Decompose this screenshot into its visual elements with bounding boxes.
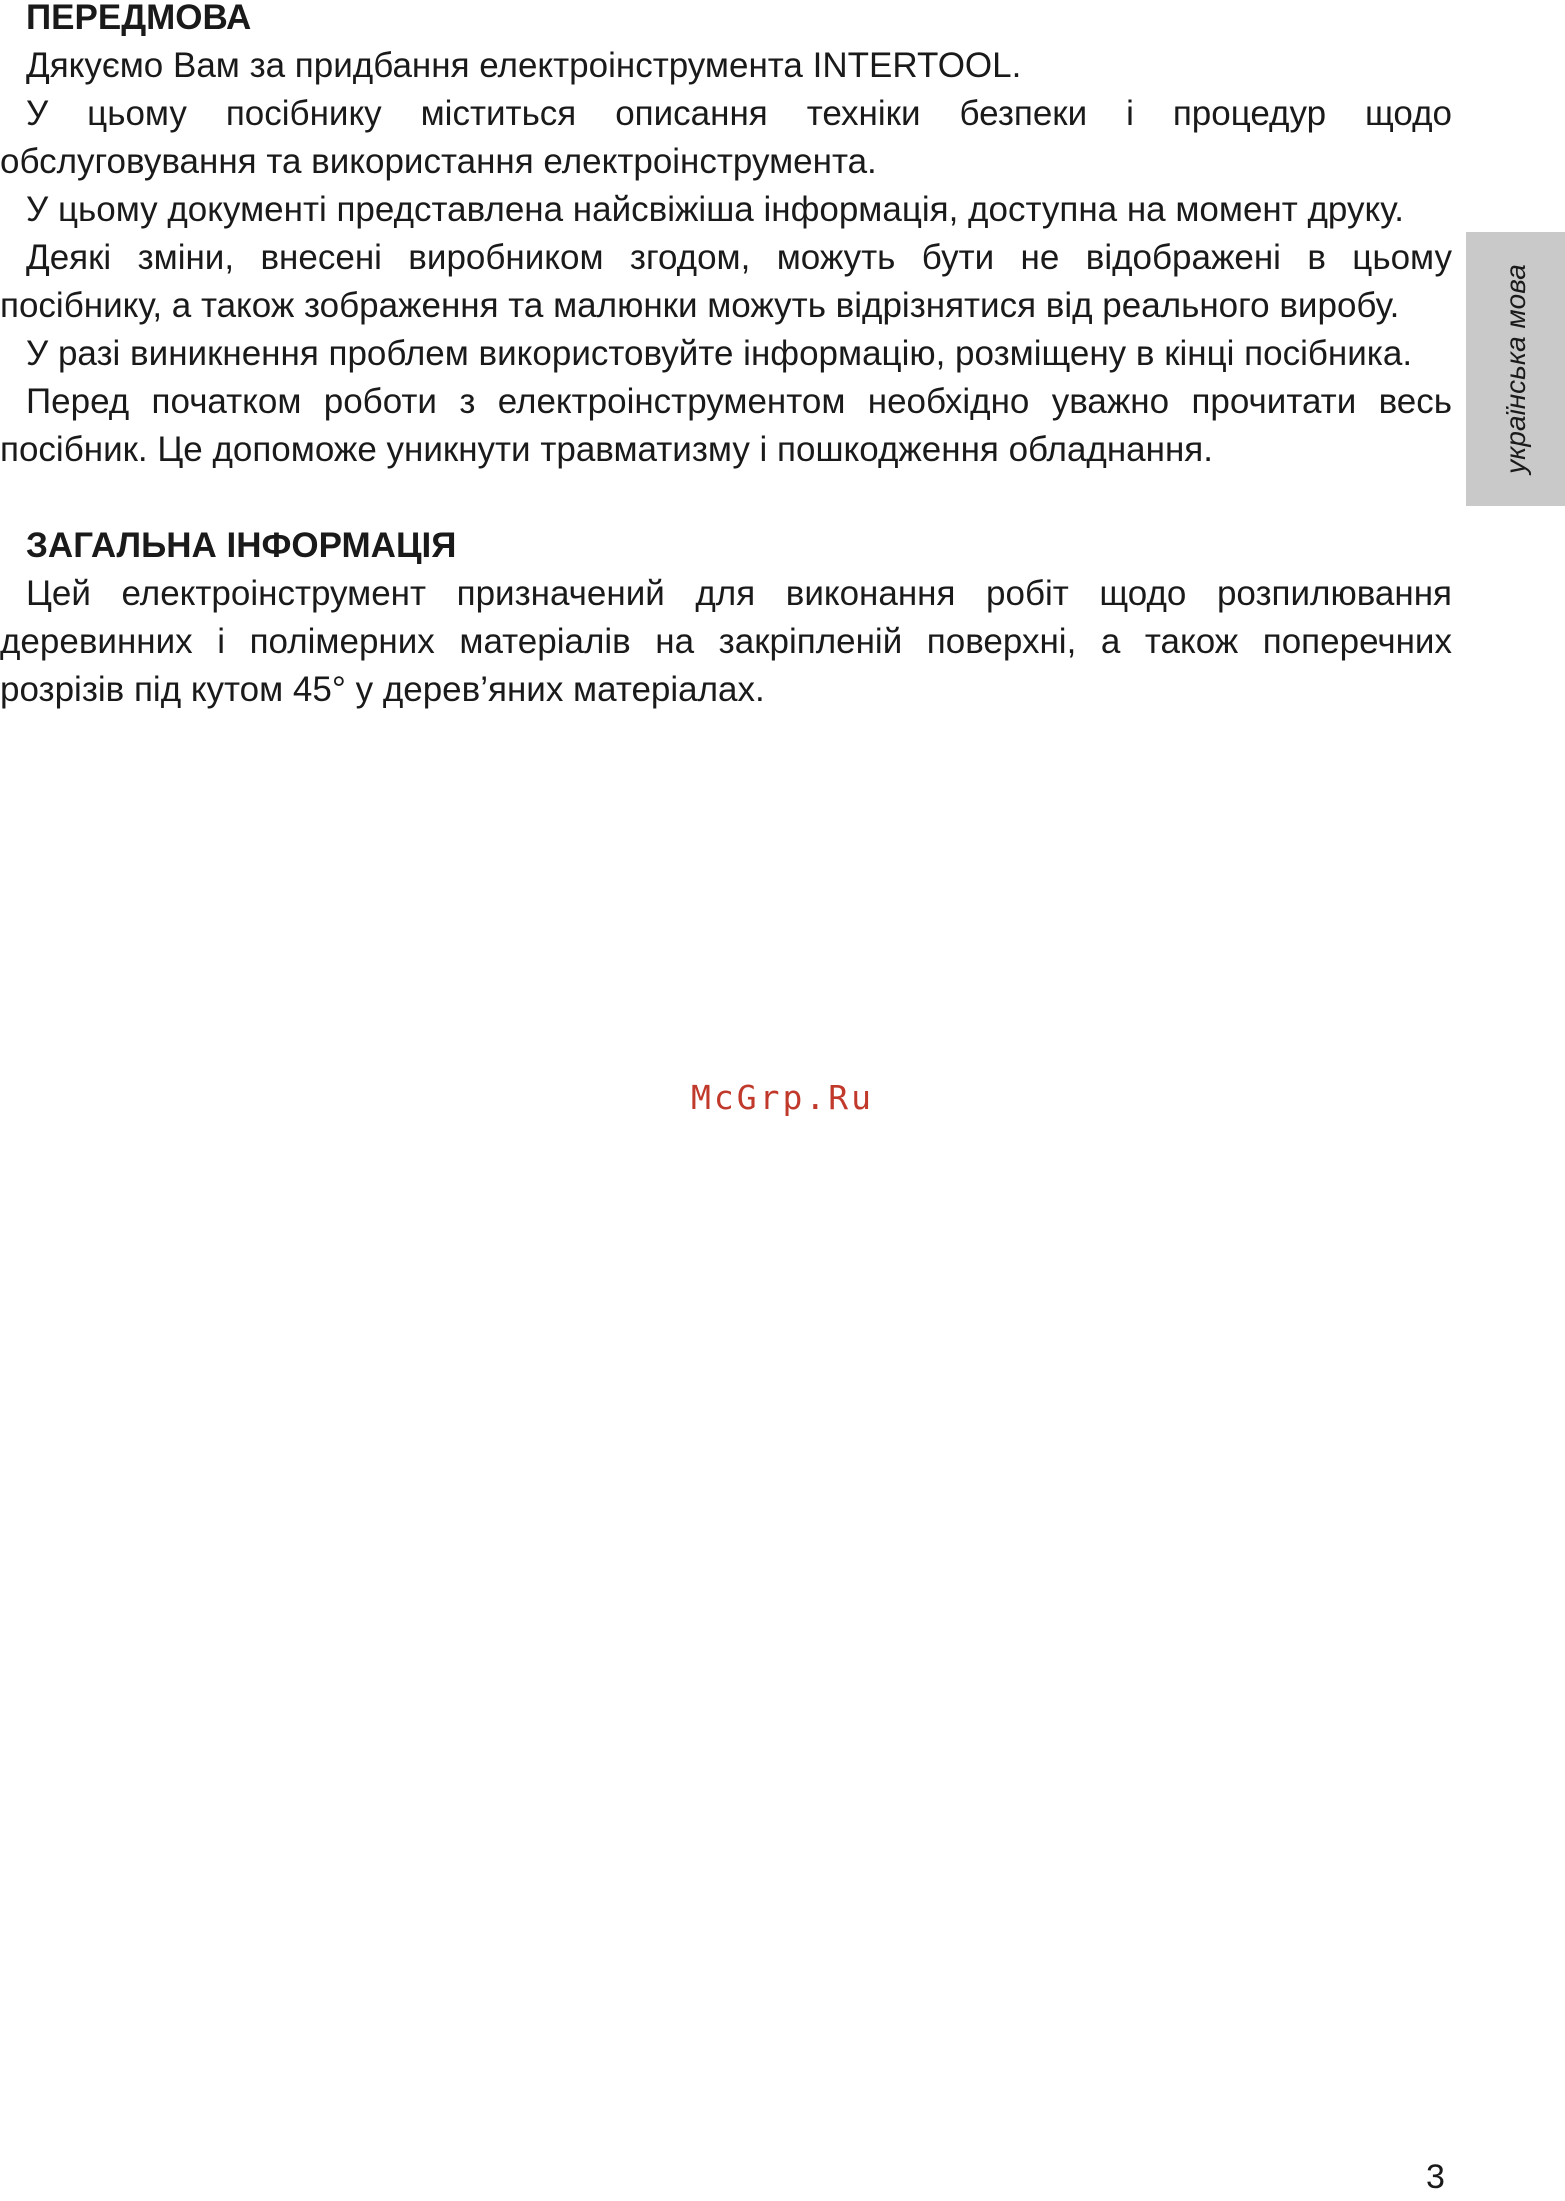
- section-heading-general-info: ЗАГАЛЬНА ІНФОРМАЦІЯ: [26, 526, 457, 565]
- language-side-tab: [1466, 232, 1565, 506]
- section-heading-foreword: ПЕРЕДМОВА: [26, 0, 252, 37]
- foreword-paragraph: У цьому документі представлена найсвіжіша інформація, доступна на момент друку.: [26, 190, 1404, 229]
- foreword-paragraph: Перед початком роботи з електроінструментом необхідно уважно прочитати весь посібник. Це допоможе уникнути травматизму і пошкодження обладнання.: [0, 382, 1452, 469]
- foreword-paragraph: У разі виникнення проблем використовуйте інформацію, розміщену в кінці посібника.: [26, 334, 1413, 373]
- general-info-paragraph: Цей електроінструмент призначений для виконання робіт щодо розпилювання деревинних і полімерних матеріалів на закріпленій поверхні, а також поперечних розрізів під кутом 45° у дерев’яних матеріалах.: [0, 574, 1452, 709]
- foreword-paragraph: Деякі зміни, внесені виробником згодом, можуть бути не відображені в цьому посібнику, а також зображення та малюнки можуть відрізнятися від реального виробу.: [0, 238, 1452, 325]
- foreword-paragraph: У цьому посібнику міститься описання техніки безпеки і процедур щодо обслуговування та використання електроінструмента.: [0, 94, 1452, 181]
- page-number: 3: [1426, 2158, 1445, 2196]
- document-body: [0, 0, 1452, 714]
- foreword-paragraph: Дякуємо Вам за придбання електроінструмента INTERTOOL.: [26, 46, 1022, 85]
- language-side-tab-label: українська мова: [1499, 264, 1531, 474]
- watermark-text: McGrp.Ru: [691, 1078, 874, 1117]
